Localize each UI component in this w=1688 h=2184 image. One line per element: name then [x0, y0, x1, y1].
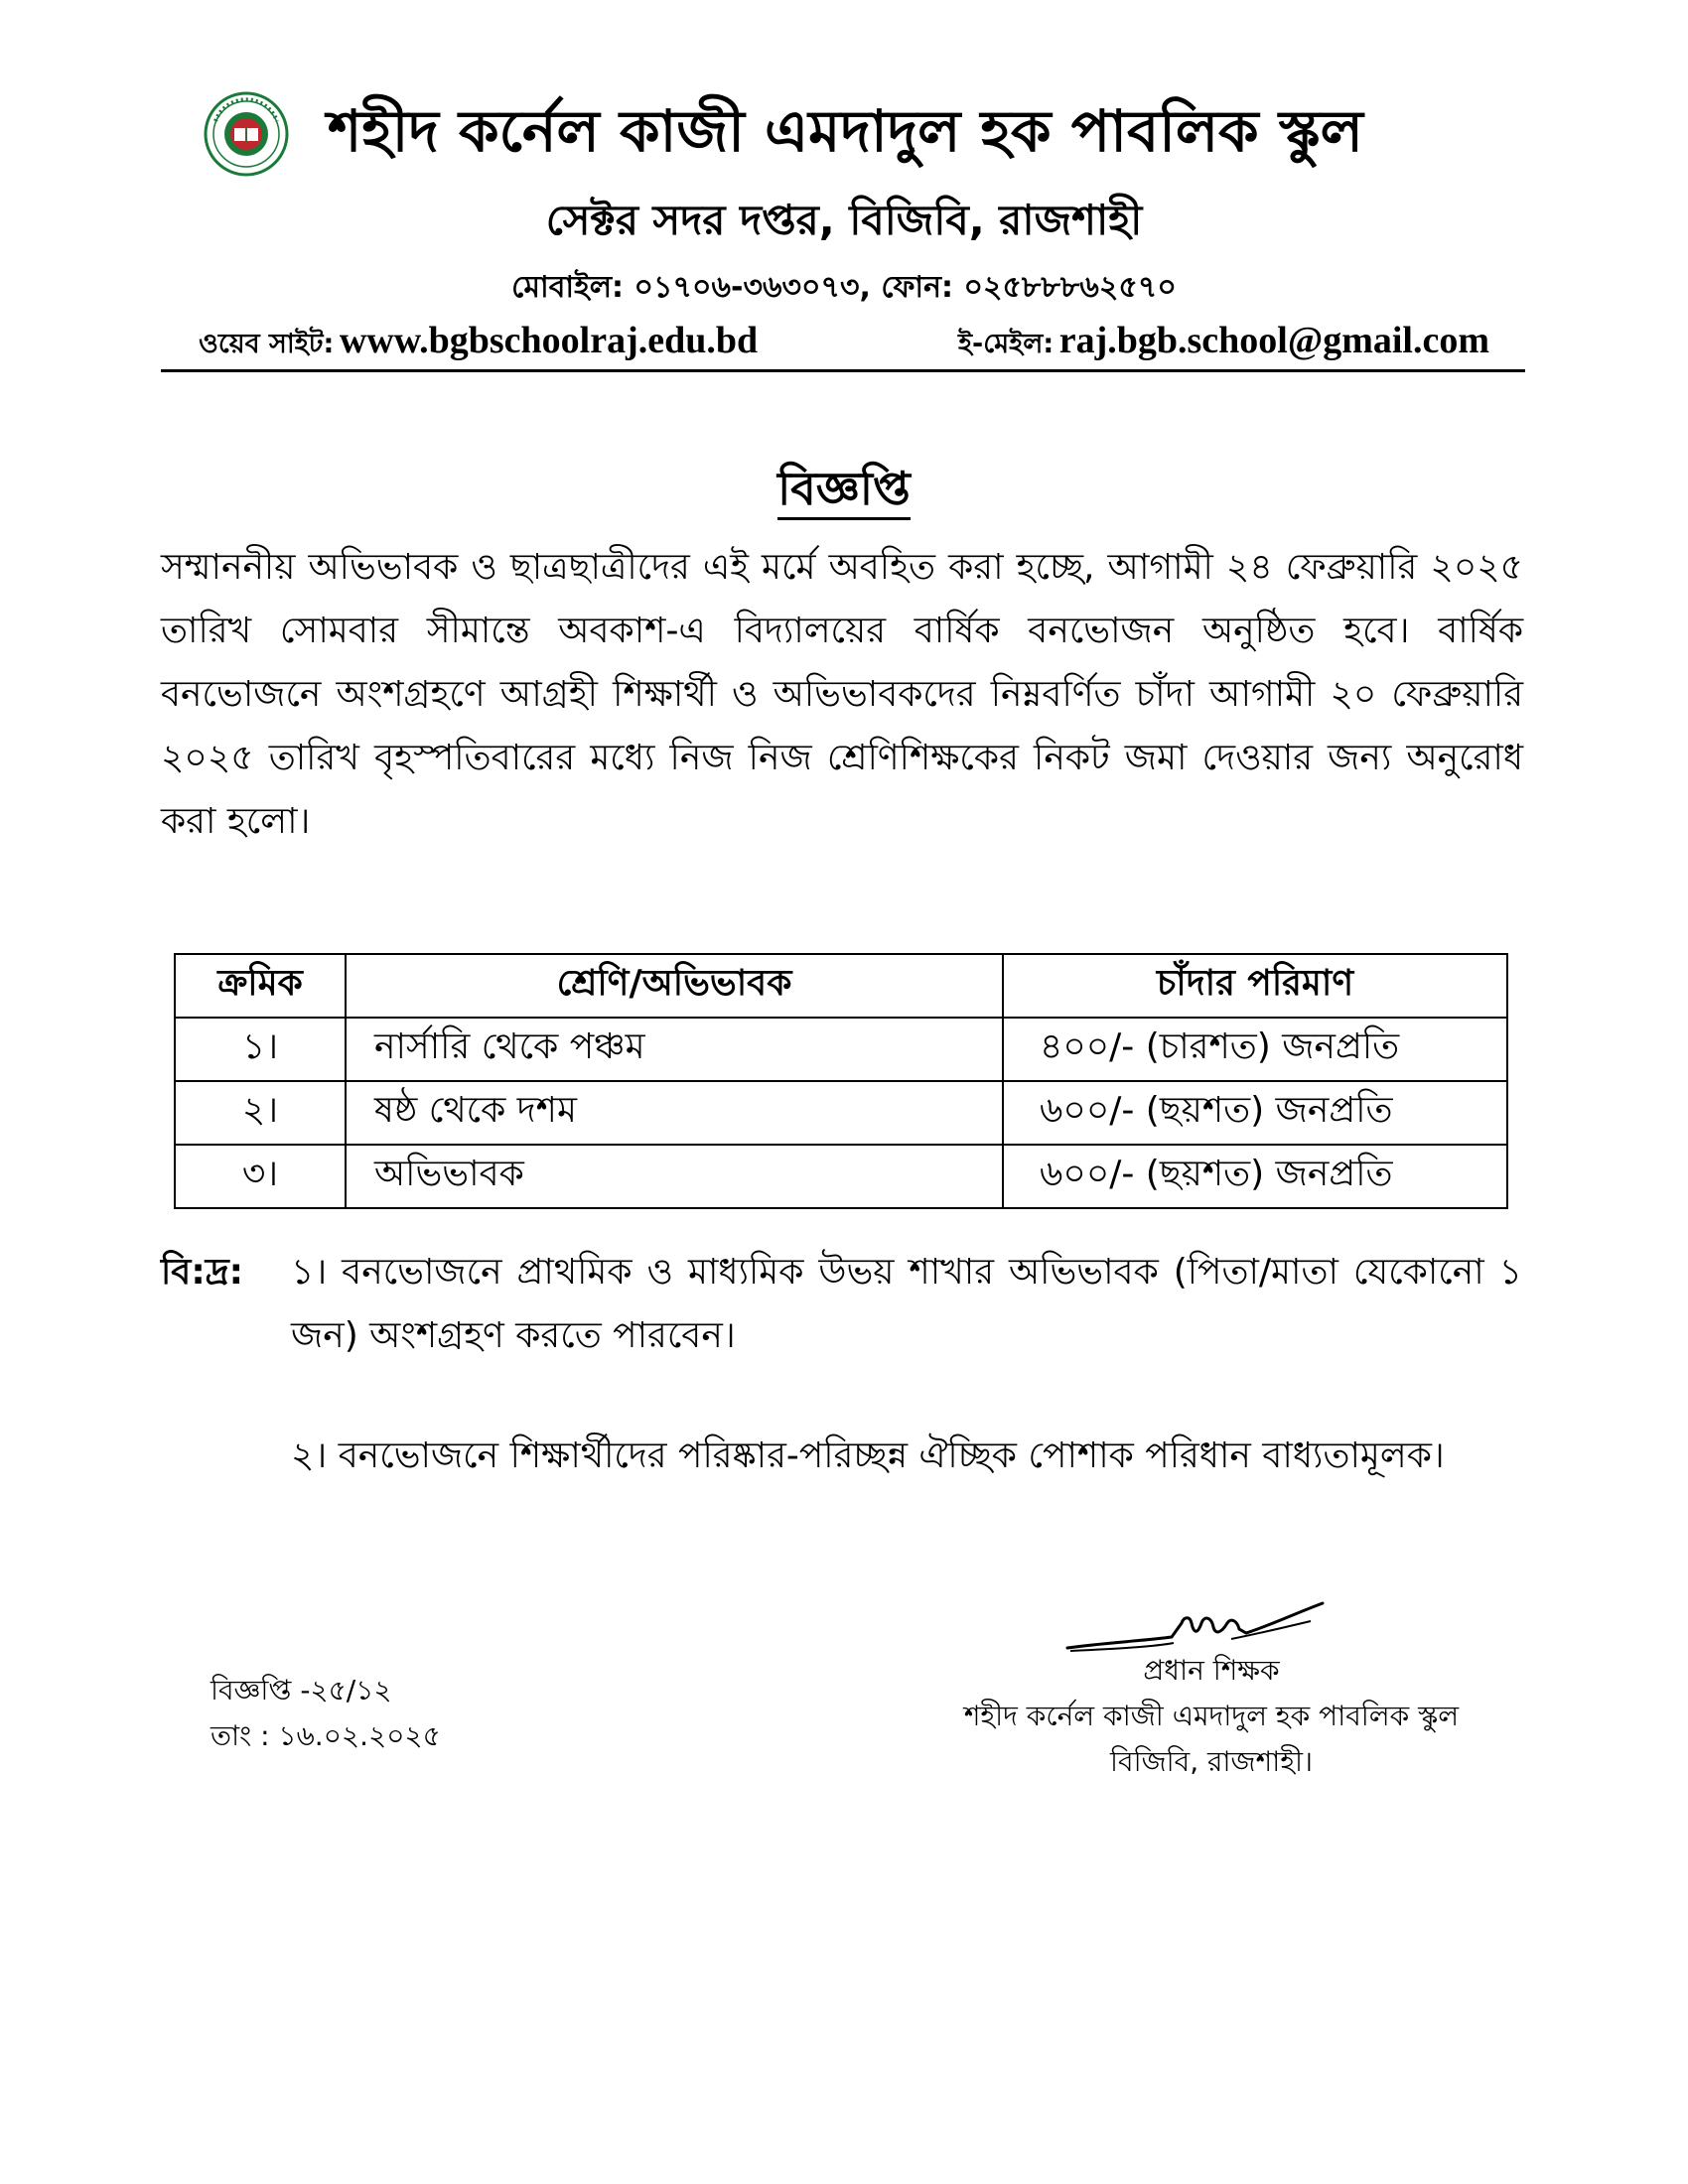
row-amount: ৬০০/- (ছয়শত) জনপ্রতি [1003, 1145, 1507, 1208]
contact-phones: মোবাইল: ০১৭০৬-৩৬৩০৭৩, ফোন: ০২৫৮৮৮৬২৫৭০ [511, 270, 1177, 305]
school-name: শহীদ কর্নেল কাজী এমদাদুল হক পাবলিক স্কুল [328, 97, 1363, 165]
row-serial: ৩। [175, 1145, 346, 1208]
email-link[interactable]: raj.bgb.school@gmail.com [1058, 320, 1489, 361]
header-amount: চাঁদার পরিমাণ [1003, 954, 1507, 1018]
signer-location: বিজিবি, রাজশাহী। [1109, 1745, 1314, 1778]
website-block [199, 316, 758, 372]
notes-label: বি:দ্র: [161, 1252, 244, 1293]
note-item: ১। বনভোজনে প্রাথমিক ও মাধ্যমিক উভয় শাখার অভিভাবক (পিতা/মাতা যেকোনো ১ জন) অংশগ্রহণ করতে পারবেন। [291, 1252, 1522, 1356]
notice-date: তাং : ১৬.০২.২০২৫ [211, 1719, 441, 1752]
row-amount: ৪০০/- (চারশত) জনপ্রতি [1003, 1018, 1507, 1081]
website-label: ওয়েব সাইট: [199, 329, 335, 359]
signatory-block [933, 1648, 1489, 1785]
school-crest-icon [204, 91, 289, 177]
row-class: ষষ্ঠ থেকে দশম [346, 1081, 1003, 1145]
notice-title-text: বিজ্ঞপ্তি [777, 462, 911, 520]
notice-title [0, 459, 1688, 518]
row-amount: ৬০০/- (ছয়শত) জনপ্রতি [1003, 1081, 1507, 1145]
header-divider [161, 369, 1525, 372]
email-label: ই-মেইল: [957, 329, 1055, 359]
header-serial: ক্রমিক [175, 954, 346, 1018]
fee-table [174, 953, 1508, 1209]
school-address: সেক্টর সদর দপ্তর, বিজিবি, রাজশাহী [545, 196, 1143, 244]
header-class: শ্রেণি/অভিভাবক [346, 954, 1003, 1018]
table-row [175, 1081, 1507, 1145]
notice-body: সম্মাননীয় অভিভাবক ও ছাত্রছাত্রীদের এই মর্মে অবহিত করা হচ্ছে, আগামী ২৪ ফেব্রুয়ারি ২০২৫ তারিখ সোমবার সীমান্তে অবকাশ-এ বিদ্যালয়ের বার্ষিক বনভোজন অনুষ্ঠিত হবে। বার্ষিক বনভোজনে অংশগ্রহণে আগ্রহী শিক্ষার্থী ও অভিভাবকদের নিম্নবর্ণিত চাঁদা আগামী ২০ ফেব্রুয়ারি ২০২৫ তারিখ বৃহস্পতিবারের মধ্যে নিজ নিজ শ্রেণিশিক্ষকের নিকট জমা দেওয়ার জন্য অনুরোধ করা হলো। [161, 547, 1523, 842]
row-serial: ২। [175, 1081, 346, 1145]
note-item: ২। বনভোজনে শিক্ষার্থীদের পরিষ্কার-পরিচ্ছন্ন ঐচ্ছিক পোশাক পরিধান বাধ্যতামূলক। [291, 1435, 1445, 1476]
row-class: নার্সারি থেকে পঞ্চম [346, 1018, 1003, 1081]
table-row [175, 1018, 1507, 1081]
email-block [958, 316, 1489, 372]
signer-school: শহীদ কর্নেল কাজী এমদাদুল হক পাবলিক স্কুল [963, 1700, 1460, 1732]
row-class: অভিভাবক [346, 1145, 1003, 1208]
web-contact-row [199, 316, 1489, 365]
row-serial: ১। [175, 1018, 346, 1081]
website-link[interactable]: www.bgbschoolraj.edu.bd [339, 320, 759, 361]
table-header-row [175, 954, 1507, 1018]
table-row [175, 1145, 1507, 1208]
reference-block [211, 1668, 441, 1759]
reference-number: বিজ্ঞপ্তি -২৫/১২ [211, 1674, 392, 1706]
signer-title: প্রধান শিক্ষক [1143, 1654, 1280, 1687]
